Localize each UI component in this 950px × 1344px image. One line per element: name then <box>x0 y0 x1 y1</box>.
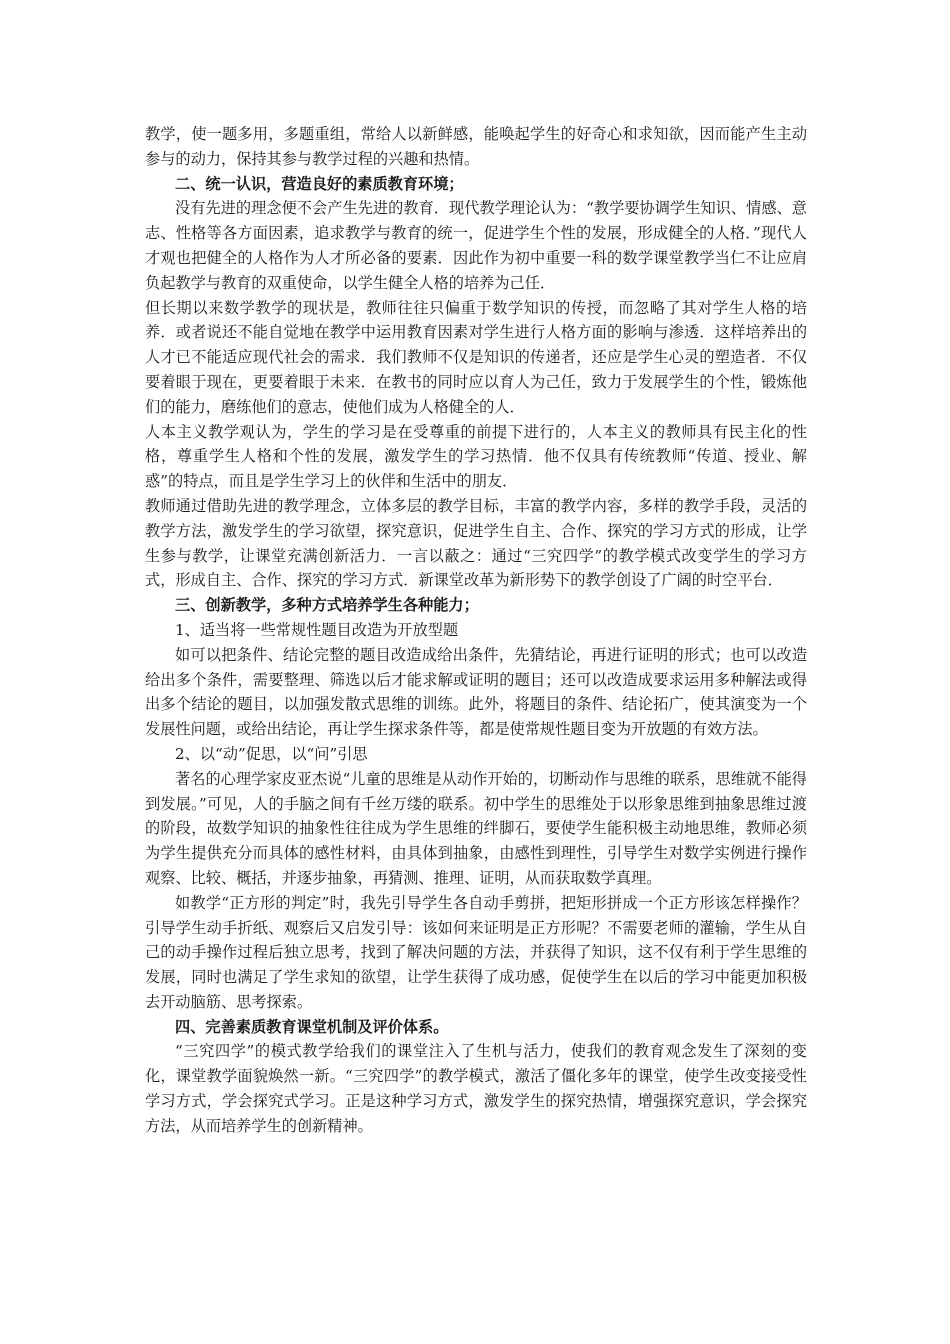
paragraph-section2-3: 人本主义教学观认为，学生的学习是在受尊重的前提下进行的，人本主义的教师具有民主化的性格，尊重学生人格和个性的发展，激发学生的学习热情．他不仅具有传统教师“传道、授业、解惑”的特点，而且是学生学习上的伙伴和生活中的朋友． <box>145 422 807 491</box>
section-heading-3: 三、创新教学，多种方式培养学生各种能力； <box>175 596 479 615</box>
paragraph-section2-4: 教师通过借助先进的教学理念，立体多层的教学目标，丰富的教学内容，多样的教学手段，灵活的教学方法，激发学生的学习欲望，探究意识，促进学生自主、合作、探究的学习方式的形成，让学生参与教学，让课堂充满创新活力．一言以蔽之：通过“三究四学”的教学模式改变学生的学习方式，形成自主、合作、探究的学习方式．新课堂改革为新形势下的教学创设了广阔的时空平台． <box>145 496 807 590</box>
paragraph-section4-1: “三究四学”的模式教学给我们的课堂注入了生机与活力，使我们的教育观念发生了深刻的变化，课堂教学面貌焕然一新。“三究四学”的教学模式，激活了僵化多年的课堂，使学生改变接受性学习方式，学会探究式学习。正是这种学习方式，激发学生的探究热情，增强探究意识，学会探究方法，从而培养学生的创新精神。 <box>145 1042 807 1135</box>
paragraph-section3-1: 如可以把条件、结论完整的题目改造成给出条件，先猜结论，再进行证明的形式；也可以改造给出多个条件，需要整理、筛选以后才能求解或证明的题目；还可以改造成要求运用多种解法或得出多个结论的题目，以加强发散式思维的训练。此外，将题目的条件、结论拓广，使其演变为一个发展性问题，或给出结论，再让学生探求条件等，都是使常规性题目变为开放题的有效方法。 <box>145 645 807 739</box>
section-heading-4: 四、完善素质教育课堂机制及评价体系。 <box>175 1017 449 1036</box>
subheading-3-2: 2、以“动”促思，以“问”引思 <box>175 744 368 763</box>
section-heading-2: 二、统一认识，营造良好的素质教育环境； <box>175 174 464 193</box>
document-body <box>145 122 807 1139</box>
paragraph-section2-2: 但长期以来数学教学的现状是，教师往往只偏重于数学知识的传授，而忽略了其对学生人格的培养．或者说还不能自觉地在教学中运用教育因素对学生进行人格方面的影响与渗透．这样培养出的人才已不能适应现代社会的需求．我们教师不仅是知识的传递者，还应是学生心灵的塑造者．不仅要着眼于现在，更要着眼于未来．在教书的同时应以育人为己任，致力于发展学生的个性，锻炼他们的能力，磨练他们的意志，使他们成为人格健全的人． <box>145 298 807 416</box>
paragraph-section3-3: 如教学“正方形的判定”时，我先引导学生各自动手剪拼，把矩形拼成一个正方形该怎样操作？引导学生动手折纸、观察后又启发引导：该如何来证明是正方形呢？不需要老师的灌输，学生从自己的动手操作过程后独立思考，找到了解决问题的方法，并获得了知识，这不仅有利于学生思维的发展，同时也满足了学生求知的欲望，让学生获得了成功感，促使学生在以后的学习中能更加积极去开动脑筋、思考探索。 <box>145 893 807 1011</box>
paragraph-section3-2: 著名的心理学家皮亚杰说“儿童的思维是从动作开始的，切断动作与思维的联系，思维就不能得到发展。”可见，人的手脑之间有千丝万缕的联系。初中学生的思维处于以形象思维到抽象思维过渡的阶段，故数学知识的抽象性往往成为学生思维的绊脚石，要使学生能积极主动地思维，教师必须为学生提供充分而具体的感性材料，由具体到抽象，由感性到理性，引导学生对数学实例进行操作观察、比较、概括，并逐步抽象，再猜测、推理、证明，从而获取数学真理。 <box>145 769 807 887</box>
paragraph-intro-continuation: 教学，使一题多用，多题重组，常给人以新鲜感，能唤起学生的好奇心和求知欲，因而能产生主动参与的动力，保持其参与教学过程的兴趣和热情。 <box>145 125 807 168</box>
subheading-3-1: 1、适当将一些常规性题目改造为开放型题 <box>175 620 459 639</box>
paragraph-section2-1: 没有先进的理念便不会产生先进的教育．现代教学理论认为：“教学要协调学生知识、情感、意志、性格等各方面因素，追求教学与教育的统一，促进学生个性的发展，形成健全的人格．”现代人才观也把健全的人格作为人才所必备的要素．因此作为初中重要一科的数学课堂教学当仁不让应肩负起教学与教育的双重使命，以学生健全人格的培养为己任． <box>145 199 807 292</box>
